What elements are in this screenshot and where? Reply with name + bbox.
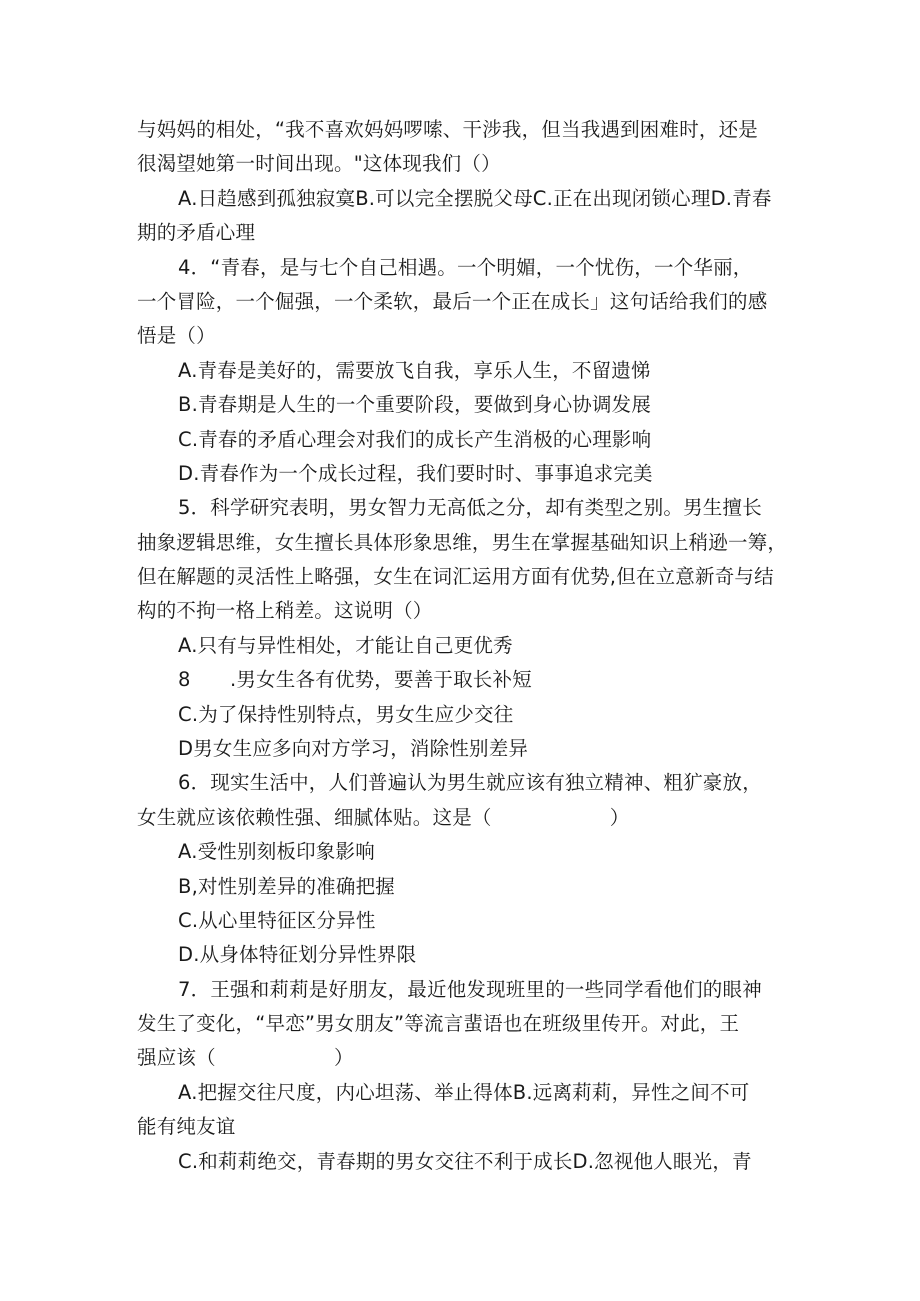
text-line-27: 发生了变化，“早恋”男女朋友”等流言蜚语也在班级里传开。对此，王 [137,1012,740,1035]
text-line-7: 悟是（） [137,324,216,347]
text-line-20: 6．现实生活中，人们普遍认为男生就应该有独立精神、粗犷豪放， [178,771,762,794]
text-line-2: 很渴望她第一时间出现。"这体现我们（） [137,152,501,175]
text-line-16: A.只有与异性相处，才能让自己更优秀 [178,634,513,657]
text-line-24: C.从心里特征区分异性 [178,909,376,932]
text-line-11: D.青春作为一个成长过程，我们要时时、事事追求完美 [178,462,653,485]
text-line-4: 期的矛盾心理 [137,221,256,244]
text-line-15: 构的不拘一格上稍差。这说明（） [137,599,433,622]
text-line-26: 7．王强和莉莉是好朋友，最近他发现班里的一些同学看他们的眼神 [178,978,762,1001]
text-line-31: C.和莉莉绝交，青春期的男女交往不利于成长D.忽视他人眼光，青 [178,1150,752,1173]
text-line-6: 一个冒险，一个倔强，一个柔软，最后一个正在成长」这句话给我们的感 [137,290,768,313]
text-line-23: B,对性别差异的准确把握 [178,875,395,898]
text-line-19: D男女生应多向对方学习，消除性别差异 [178,737,529,760]
text-line-5: 4．“青春，是与七个自己相遇。一个明媚，一个忧伤，一个华丽， [178,256,753,279]
text-line-18: C.为了保持性别特点，男女生应少交往 [178,703,514,726]
text-line-22: A.受性别刻板印象影响 [178,840,375,863]
text-line-13: 抽象逻辑思维，女生擅长具体形象思维，男生在掌握基础知识上稍逊一筹， [137,531,788,554]
text-line-12: 5．科学研究表明，男女智力无高低之分，却有类型之别。男生擅长 [178,496,762,519]
text-line-8: A.青春是美好的，需要放飞自我，享乐人生，不留遗悌 [178,359,651,382]
text-line-3: A.日趋感到孤独寂寞B.可以完全摆脱父母C.正在出现闭锁心理D.青春 [178,187,772,210]
text-line-21: 女生就应该依赖性强、细腻体贴。这是（ ） [137,806,630,829]
text-line-9: B.青春期是人生的一个重要阶段，要做到身心协调发展 [178,393,652,416]
text-line-30: 能有纯友谊 [137,1115,236,1138]
text-line-29: A.把握交往尺度，内心坦荡、举止得体B.远离莉莉，异性之间不可 [178,1081,750,1104]
text-line-14: 但在解题的灵活性上略强，女生在词汇运用方面有优势,但在立意新奇与结 [137,565,774,588]
text-line-17: 8 .男女生各有优势，要善于取长补短 [178,668,532,691]
text-line-25: D.从身体特征划分异性界限 [178,943,417,966]
text-line-10: C.青春的矛盾心理会对我们的成长产生消极的心理影响 [178,428,652,451]
text-line-1: 与妈妈的相处，“我不喜欢妈妈啰嗦、干涉我，但当我遇到困难时，还是 [137,118,759,141]
text-line-28: 强应该（ ） [137,1046,354,1069]
